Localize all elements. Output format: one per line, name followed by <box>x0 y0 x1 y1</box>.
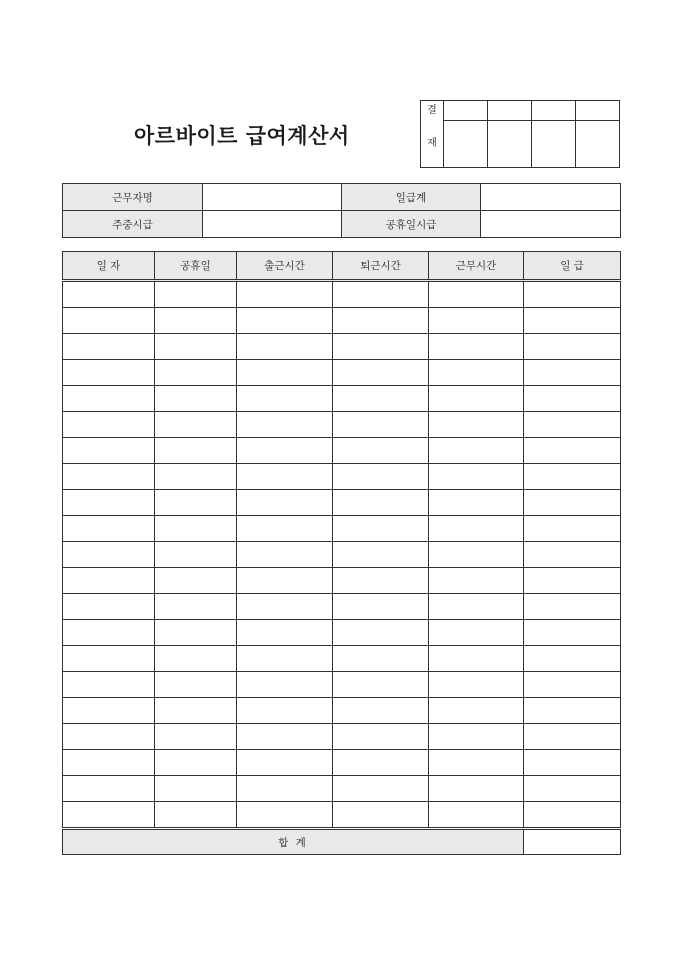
daily-pay-cell[interactable] <box>524 438 621 464</box>
date-cell[interactable] <box>63 724 155 750</box>
approval-role-cell[interactable] <box>532 101 576 121</box>
table-row <box>63 490 621 516</box>
date-cell[interactable] <box>63 750 155 776</box>
work-hours-cell[interactable] <box>429 672 524 698</box>
clock-out-cell[interactable] <box>333 334 429 360</box>
clock-in-cell[interactable] <box>237 620 333 646</box>
clock-out-cell[interactable] <box>333 620 429 646</box>
holiday-cell[interactable] <box>155 516 237 542</box>
clock-in-cell[interactable] <box>237 672 333 698</box>
work-hours-cell[interactable] <box>429 490 524 516</box>
weekly-hourly-label: 주중시급 <box>63 211 203 238</box>
daily-pay-cell[interactable] <box>524 516 621 542</box>
clock-in-cell[interactable] <box>237 750 333 776</box>
holiday-cell[interactable] <box>155 490 237 516</box>
table-row <box>63 516 621 542</box>
clock-out-cell[interactable] <box>333 490 429 516</box>
work-hours-cell[interactable] <box>429 412 524 438</box>
clock-in-cell[interactable] <box>237 568 333 594</box>
daily-pay-cell[interactable] <box>524 594 621 620</box>
holiday-cell[interactable] <box>155 464 237 490</box>
clock-in-cell[interactable] <box>237 308 333 334</box>
table-row <box>63 620 621 646</box>
holiday-cell[interactable] <box>155 646 237 672</box>
date-cell[interactable] <box>63 490 155 516</box>
holiday-cell[interactable] <box>155 594 237 620</box>
clock-out-cell[interactable] <box>333 542 429 568</box>
table-row <box>63 542 621 568</box>
approval-label-top: 결 <box>427 105 437 116</box>
col-clock-out-header: 퇴근시간 <box>333 252 429 281</box>
approval-label-cell <box>421 101 444 168</box>
approval-role-cell[interactable] <box>576 101 620 121</box>
clock-in-cell[interactable] <box>237 698 333 724</box>
clock-in-cell[interactable] <box>237 802 333 829</box>
daily-pay-cell[interactable] <box>524 542 621 568</box>
holiday-cell[interactable] <box>155 308 237 334</box>
holiday-cell[interactable] <box>155 750 237 776</box>
date-cell[interactable] <box>63 802 155 829</box>
work-hours-cell[interactable] <box>429 776 524 802</box>
holiday-cell[interactable] <box>155 776 237 802</box>
holiday-cell[interactable] <box>155 438 237 464</box>
work-hours-cell[interactable] <box>429 542 524 568</box>
document-title: 아르바이트 급여계산서 <box>134 124 350 148</box>
table-row <box>63 412 621 438</box>
daily-pay-cell[interactable] <box>524 308 621 334</box>
col-date-header: 일 자 <box>63 252 155 281</box>
approval-sign-cell[interactable] <box>576 121 620 168</box>
date-cell[interactable] <box>63 412 155 438</box>
daily-pay-cell[interactable] <box>524 620 621 646</box>
clock-out-cell[interactable] <box>333 464 429 490</box>
table-row <box>63 568 621 594</box>
total-row <box>63 829 621 855</box>
approval-box <box>420 100 620 168</box>
weekly-hourly-field[interactable] <box>203 211 342 238</box>
holiday-cell[interactable] <box>155 568 237 594</box>
clock-in-cell[interactable] <box>237 438 333 464</box>
approval-sign-cell[interactable] <box>532 121 576 168</box>
col-work-hours-header: 근무시간 <box>429 252 524 281</box>
col-clock-in-header: 출근시간 <box>237 252 333 281</box>
worker-name-field[interactable] <box>203 184 342 211</box>
daily-total-label: 일급계 <box>342 184 481 211</box>
table-row <box>63 464 621 490</box>
work-hours-cell[interactable] <box>429 281 524 308</box>
clock-in-cell[interactable] <box>237 776 333 802</box>
total-value-cell[interactable] <box>524 829 621 855</box>
daily-pay-cell[interactable] <box>524 281 621 308</box>
table-row <box>63 672 621 698</box>
clock-in-cell[interactable] <box>237 281 333 308</box>
info-table <box>62 183 621 238</box>
table-row <box>63 646 621 672</box>
clock-in-cell[interactable] <box>237 334 333 360</box>
date-cell[interactable] <box>63 594 155 620</box>
clock-out-cell[interactable] <box>333 750 429 776</box>
date-cell[interactable] <box>63 568 155 594</box>
approval-role-cell[interactable] <box>444 101 488 121</box>
date-cell[interactable] <box>63 386 155 412</box>
clock-out-cell[interactable] <box>333 594 429 620</box>
approval-sign-cell[interactable] <box>488 121 532 168</box>
holiday-cell[interactable] <box>155 334 237 360</box>
work-hours-cell[interactable] <box>429 568 524 594</box>
work-hours-cell[interactable] <box>429 308 524 334</box>
work-hours-cell[interactable] <box>429 438 524 464</box>
table-row <box>63 776 621 802</box>
col-daily-pay-header: 일 급 <box>524 252 621 281</box>
table-row <box>63 698 621 724</box>
holiday-hourly-label: 공휴일시급 <box>342 211 481 238</box>
date-cell[interactable] <box>63 776 155 802</box>
daily-pay-cell[interactable] <box>524 334 621 360</box>
holiday-cell[interactable] <box>155 412 237 438</box>
date-cell[interactable] <box>63 360 155 386</box>
holiday-cell[interactable] <box>155 802 237 829</box>
holiday-cell[interactable] <box>155 724 237 750</box>
holiday-cell[interactable] <box>155 672 237 698</box>
daily-pay-cell[interactable] <box>524 698 621 724</box>
work-hours-cell[interactable] <box>429 646 524 672</box>
clock-in-cell[interactable] <box>237 516 333 542</box>
daily-pay-cell[interactable] <box>524 724 621 750</box>
table-row <box>63 594 621 620</box>
table-row <box>63 281 621 308</box>
work-hours-cell[interactable] <box>429 750 524 776</box>
holiday-cell[interactable] <box>155 360 237 386</box>
clock-in-cell[interactable] <box>237 724 333 750</box>
worker-name-label: 근무자명 <box>63 184 203 211</box>
daily-pay-cell[interactable] <box>524 568 621 594</box>
clock-out-cell[interactable] <box>333 724 429 750</box>
work-hours-cell[interactable] <box>429 360 524 386</box>
clock-in-cell[interactable] <box>237 542 333 568</box>
clock-in-cell[interactable] <box>237 594 333 620</box>
date-cell[interactable] <box>63 542 155 568</box>
date-cell[interactable] <box>63 646 155 672</box>
clock-in-cell[interactable] <box>237 464 333 490</box>
clock-out-cell[interactable] <box>333 698 429 724</box>
table-row <box>63 334 621 360</box>
table-row <box>63 802 621 829</box>
work-hours-cell[interactable] <box>429 464 524 490</box>
col-holiday-header: 공휴일 <box>155 252 237 281</box>
clock-in-cell[interactable] <box>237 386 333 412</box>
table-row <box>63 308 621 334</box>
date-cell[interactable] <box>63 308 155 334</box>
clock-in-cell[interactable] <box>237 646 333 672</box>
date-cell[interactable] <box>63 698 155 724</box>
date-cell[interactable] <box>63 334 155 360</box>
work-hours-cell[interactable] <box>429 802 524 829</box>
clock-in-cell[interactable] <box>237 412 333 438</box>
daily-pay-cell[interactable] <box>524 646 621 672</box>
clock-out-cell[interactable] <box>333 516 429 542</box>
clock-out-cell[interactable] <box>333 802 429 829</box>
clock-out-cell[interactable] <box>333 438 429 464</box>
date-cell[interactable] <box>63 281 155 308</box>
daily-pay-cell[interactable] <box>524 360 621 386</box>
clock-out-cell[interactable] <box>333 308 429 334</box>
date-cell[interactable] <box>63 464 155 490</box>
holiday-cell[interactable] <box>155 620 237 646</box>
work-hours-cell[interactable] <box>429 620 524 646</box>
clock-out-cell[interactable] <box>333 568 429 594</box>
work-hours-cell[interactable] <box>429 516 524 542</box>
date-cell[interactable] <box>63 516 155 542</box>
work-hours-cell[interactable] <box>429 724 524 750</box>
pay-table-body <box>63 281 621 829</box>
daily-pay-cell[interactable] <box>524 750 621 776</box>
holiday-cell[interactable] <box>155 542 237 568</box>
clock-in-cell[interactable] <box>237 360 333 386</box>
approval-label-bottom: 재 <box>427 138 437 149</box>
holiday-cell[interactable] <box>155 386 237 412</box>
daily-pay-cell[interactable] <box>524 672 621 698</box>
table-row <box>63 386 621 412</box>
clock-out-cell[interactable] <box>333 360 429 386</box>
approval-role-cell[interactable] <box>488 101 532 121</box>
clock-out-cell[interactable] <box>333 776 429 802</box>
clock-out-cell[interactable] <box>333 386 429 412</box>
work-hours-cell[interactable] <box>429 386 524 412</box>
daily-pay-cell[interactable] <box>524 776 621 802</box>
holiday-hourly-field[interactable] <box>481 211 621 238</box>
clock-out-cell[interactable] <box>333 412 429 438</box>
table-row <box>63 750 621 776</box>
date-cell[interactable] <box>63 438 155 464</box>
daily-pay-cell[interactable] <box>524 802 621 829</box>
table-row <box>63 360 621 386</box>
date-cell[interactable] <box>63 620 155 646</box>
approval-sign-cell[interactable] <box>444 121 488 168</box>
daily-pay-cell[interactable] <box>524 490 621 516</box>
work-hours-cell[interactable] <box>429 334 524 360</box>
daily-total-field[interactable] <box>481 184 621 211</box>
table-row <box>63 724 621 750</box>
holiday-cell[interactable] <box>155 281 237 308</box>
holiday-cell[interactable] <box>155 698 237 724</box>
table-row <box>63 438 621 464</box>
daily-pay-cell[interactable] <box>524 412 621 438</box>
clock-out-cell[interactable] <box>333 672 429 698</box>
daily-pay-cell[interactable] <box>524 464 621 490</box>
pay-table-header <box>63 252 621 281</box>
work-hours-cell[interactable] <box>429 594 524 620</box>
clock-out-cell[interactable] <box>333 646 429 672</box>
total-label: 합 계 <box>63 829 524 855</box>
clock-out-cell[interactable] <box>333 281 429 308</box>
daily-pay-cell[interactable] <box>524 386 621 412</box>
work-hours-cell[interactable] <box>429 698 524 724</box>
date-cell[interactable] <box>63 672 155 698</box>
clock-in-cell[interactable] <box>237 490 333 516</box>
pay-table <box>62 251 621 855</box>
